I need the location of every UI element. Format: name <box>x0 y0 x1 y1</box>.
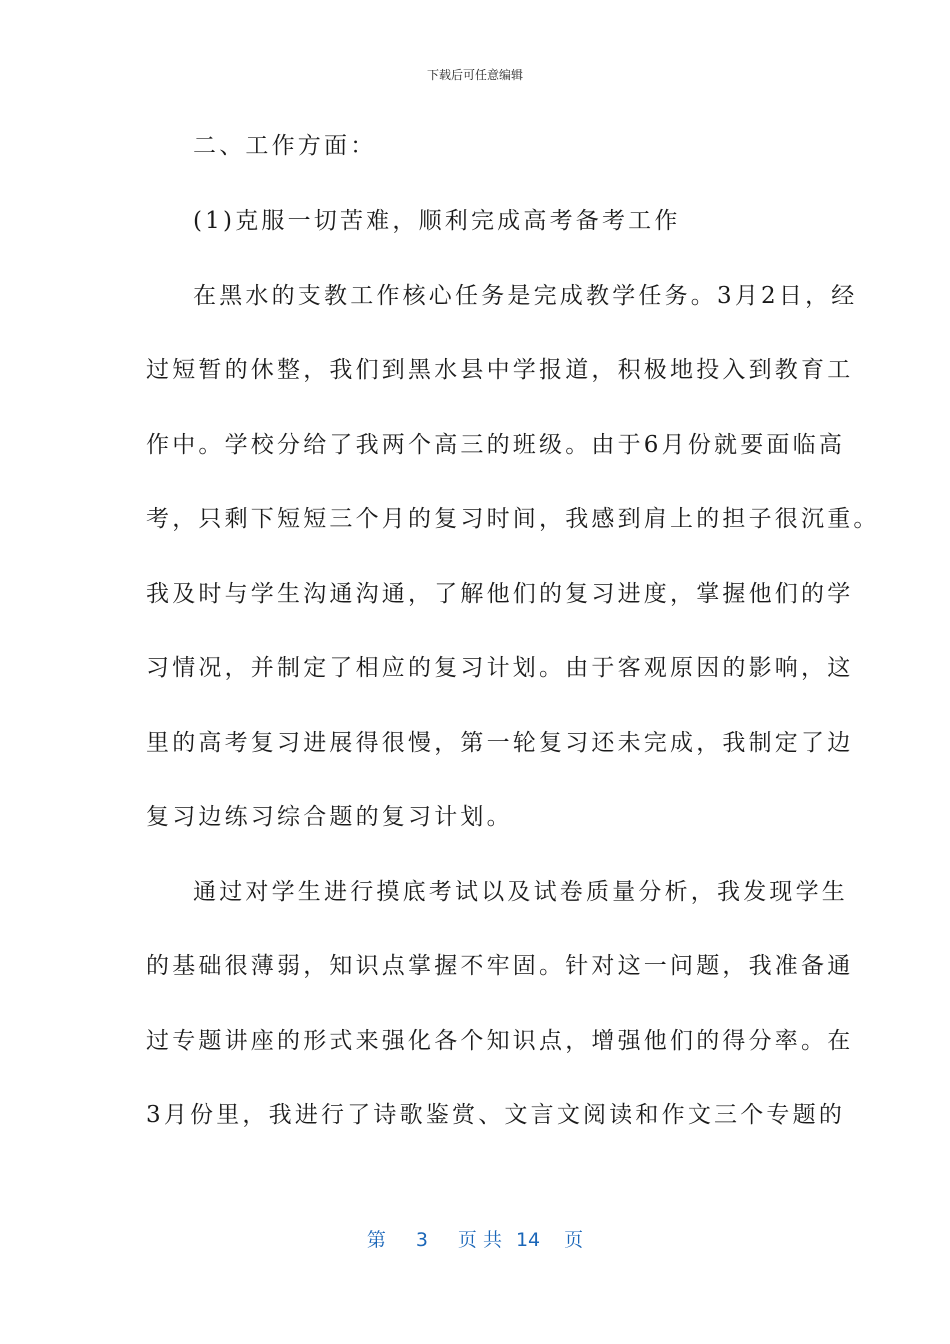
paragraph-line: 在黑水的支教工作核心任务是完成教学任务。3月2日，经 <box>193 283 858 309</box>
footer-total-pages: 14 <box>515 1229 541 1251</box>
paragraph-line: 我及时与学生沟通沟通，了解他们的复习进度，掌握他们的学 <box>146 581 854 607</box>
section-heading: 二、工作方面： <box>193 133 377 159</box>
paragraph-line: 习情况，并制定了相应的复习计划。由于客观原因的影响，这 <box>146 655 854 681</box>
paragraph-line: 过专题讲座的形式来强化各个知识点，增强他们的得分率。在 <box>146 1028 854 1054</box>
paragraph-line: 复习边练习综合题的复习计划。 <box>146 804 513 830</box>
footer-prefix: 第 <box>366 1229 386 1251</box>
header-note: 下载后可任意编辑 <box>426 68 523 82</box>
paragraph-line: 里的高考复习进展得很慢，第一轮复习还未完成，我制定了边 <box>146 730 854 756</box>
footer-middle: 页 共 <box>457 1229 502 1251</box>
paragraph-line: 考，只剩下短短三个月的复习时间，我感到肩上的担子很沉重。 <box>146 506 880 532</box>
paragraph-line: 的基础很薄弱，知识点掌握不牢固。针对这一问题，我准备通 <box>146 953 854 979</box>
page-footer <box>0 1225 950 1252</box>
footer-suffix: 页 <box>564 1229 584 1251</box>
subsection-heading: (1)克服一切苦难，顺利完成高考备考工作 <box>193 208 681 234</box>
paragraph-line: 3月份里，我进行了诗歌鉴赏、文言文阅读和作文三个专题的 <box>146 1102 846 1128</box>
paragraph-line: 通过对学生进行摸底考试以及试卷质量分析，我发现学生 <box>193 879 848 905</box>
paragraph-line: 作中。学校分给了我两个高三的班级。由于6月份就要面临高 <box>146 432 846 458</box>
paragraph-line: 过短暂的休整，我们到黑水县中学报道，积极地投入到教育工 <box>146 357 854 383</box>
footer-current-page: 3 <box>415 1229 428 1251</box>
